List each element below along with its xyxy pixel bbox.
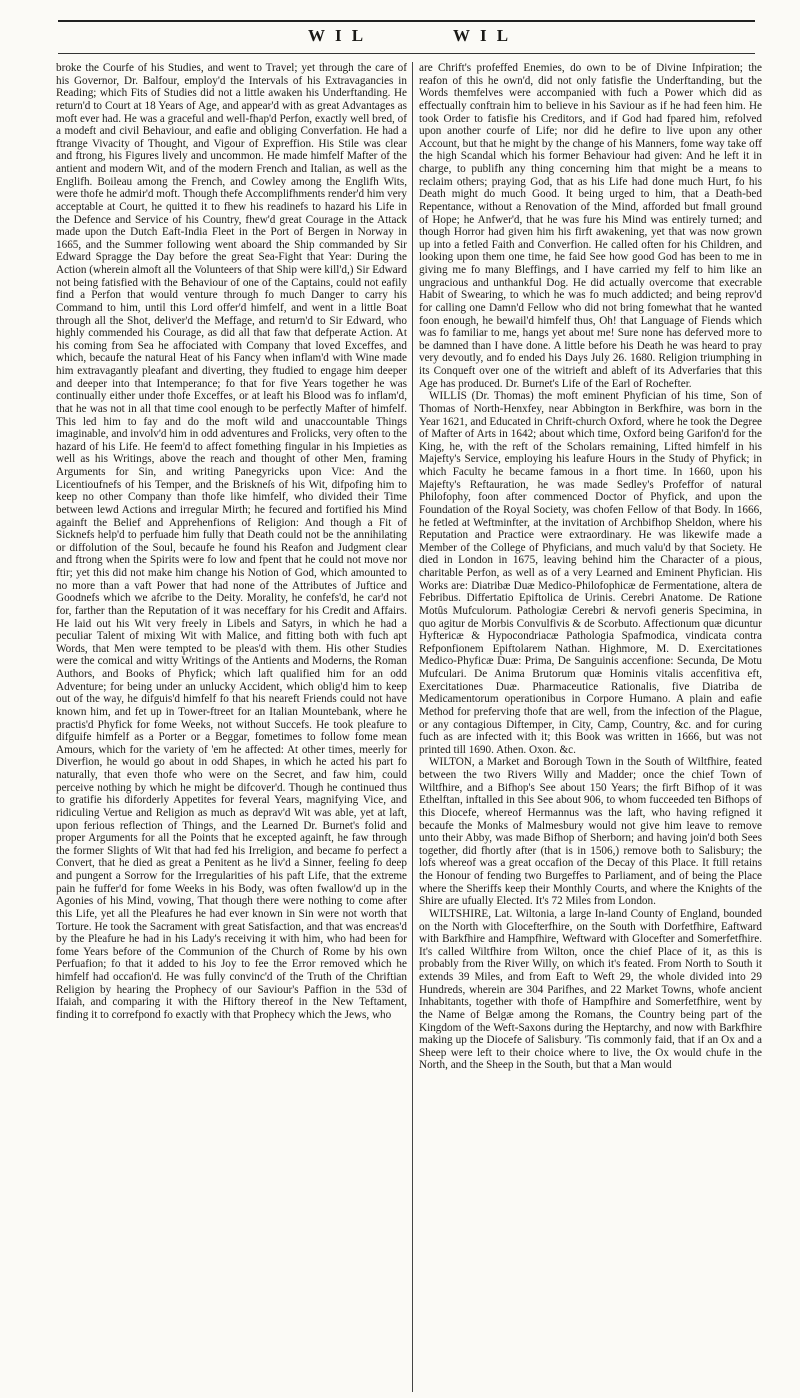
running-head-left: W I L [308, 26, 367, 45]
running-head-right: W I L [453, 26, 512, 45]
column-divider [412, 62, 413, 1392]
entry-rochester-continued: broke the Courfe of his Studies, and went to Travel; yet through the care of his Governor, Dr. Balfour, employ'd the Intervals of his Extravagancies in Reading; which Fits of Studies did not a little awaken his Underftanding. He return'd to Court at 18 Years of Age, and appear'd with as great Advantages as moft ever had. He was a graceful and well-fhap'd Perfon, exactly well bred, of a modeft and civil Behaviour, and eafie and obliging Converfation. He had a ftrange Vivacity of Thought, and Vigour of Expreffion. His Stile was clear and ftrong, his Figures lively and uncommon. He made himfelf Mafter of the antient and modern Wit, and of the modern French and Italian, as well as the Englifh. Boileau among the French, and Cowley among the Englifh Wits, were thofe he admir'd moft. Though thefe Accomplifhments render'd him very acceptable at Court, he quitted it to fhew his readinefs to hazard his Life in the Defence and Service of his Country, fhew'd great Courage in the Attack made upon the Dutch Eaft-India Fleet in the Port of Bergen in Norway in 1665, and the Summer following went aboard the Ship commanded by Sir Edward Spragge the Day before the great Sea-Fight that Year: During the Action (wherein almoft all the Volunteers of that Ship were kill'd,) Sir Edward not being fatisfied with the Behaviour of one of the Captains, could not eafily find a Perfon that would venture through fo much Danger to carry his Command to him, until this Lord offer'd himfelf, and went in a little Boat through all the Shot, deliver'd the Meffage, and return'd to Sir Edward, who highly commended his Courage, as did all that faw that defperate Action. At his coming from Sea he affociated with Company that loved Exceffes, and which, becaufe the natural Heat of his Fancy when inflam'd with Wine made him extravagantly pleafant and diverting, they ftudied to engage him deeper and deeper into that Intemperance; fo that for five Years together he was continually either under thofe Exceffes, or at leaft his Blood was fo inflam'd, that he was not in all that time cool enough to be perfectly Mafter of himfelf. This led him to fay and do the moft wild and unaccountable Things imaginable, and involv'd him in odd adventures and Frolicks, very often to the hazard of his Life. He feem'd to affect fomething fingular in his Impieties as well as his Writings, above the reach and thought of other Men, framing Arguments for Sin, and writing Panegyricks upon Vice: And the Licentioufnefs of his Temper, and the Briskneſs of his Wit, difpofing him to keep no other Company than thofe like himfelf, who divided their Time between lewd Actions and irregular Mirth; he fecured and fortified his Mind againft the Belief and Apprehenfions of Religion: And though a Fit of Sicknefs help'd to perfuade him fully that Death could not be the annihilating or diffolution of the Soul, becaufe he found his Reafon and Judgment clear and ftrong when the Spirits were fo low and fpent that he could not move nor ftir; yet this did not make him change his Notion of God, which amounted to no more than a vaft Power that had none of the Attributes of Juftice and Goodnefs which we afcribe to the Deity. Morality, he confefs'd, he car'd not for, farther than the Reputation of it was neceffary for his Credit and Affairs. He laid out his Wit very freely in Libels and Satyrs, in which he had a peculiar Talent of mixing Wit with Malice, and fitting both with fuch apt Words, that Men were tempted to be pleas'd with them. His other Studies were the comical and witty Writings of the Antients and Moderns, the Roman Authors, and Books of Phyfick; which laft qualified him for an odd Adventure; for being under an unlucky Accident, which oblig'd him to keep out of the way, he difguis'd himfelf fo that his neareft Friends could not have known him, and fet up in Tower-ftreet for an Italian Mountebank, where he practis'd Phyfick for fome Weeks, not without Succefs. He took pleafure to difguife himfelf as a Porter or a Beggar, fometimes to follow fome mean Amours, which for the variety of 'em he affected: At other times, meerly for Diverfion, he would go about in odd Shapes, in which he acted his part fo naturally, that even thofe who were on the Secret, and faw him, could perceive nothing by which he might be difcover'd. Though he continued thus to gratifie his diforderly Appetites for feveral Years, magnifying Vice, and ridiculing Vertue and Religion as much as deprav'd Wit was able, yet at laft, upon ferious reflection of Things, and the Learned Dr. Burnet's folid and proper Arguments for all the Points that he excepted againft, he faw through the former Slights of Wit that had fed his Irreligion, and became fo perfect a Convert, that he died as great a Penitent as he liv'd a Sinner, feeling fo deep and pungent a Sorrow for the Irregularities of his paft Life, that the extreme pain he fuffer'd for fome Weeks in his Body, was often fwallow'd up in the Agonies of his Mind, vowing, That though there were nothing to come after this Life, yet all the Pleafures he had ever known in Sin were not worth that Torture. He took the Sacrament with great Satisfaction, and that was encreas'd by the Pleafure he had in his Lady's receiving it with him, who had been for fome Years before of the Communion of the Church of Rome by his own Perfuafion; fo that it added to his Joy to fee the Error removed which he himfelf had occafion'd. He was fully convinc'd of the Truth of the Chriftian Religion by hearing the Prophecy of our Saviour's Paffion in the 53d of Ifaiah, and comparing it with the Hiftory thereof in the New Teftament, finding it to correfpond fo exactly with that Prophecy which the Jews, who [56, 62, 407, 1021]
left-column [56, 62, 407, 1022]
header-rule-bottom [58, 53, 755, 54]
entry-wilton: WILTON, a Market and Borough Town in the South of Wiltfhire, feated between the two Rivers Willy and Madder; once the chief Town of Wiltfhire, and a Bifhop's See about 150 Years; the firft Bifhop of it was Ethelftan, inftalled in this See about 906, to whom fucceeded ten Bifhops of this Diocefe, whereof Hermannus was the laft, who having refigned it becaufe the Monks of Malmesbury would not give him leave to remove unto their Abby, was made Bifhop of Sherborn; and having join'd both Sees together, did fhortly after (that is in 1506,) remove both to Salisbury; the lofs whereof was a great occafion of the Decay of this Place. It ftill retains the Honour of fending two Burgeffes to Parliament, and of being the Place where the Sheriffs keep their Monthly Courts, and where the Knights of the Shire are ufually Elected. It's 72 Miles from London. [419, 756, 762, 908]
entry-wiltshire: WILTSHIRE, Lat. Wiltonia, a large In-land County of England, bounded on the North with Glocefterfhire, on the South with Dorfetfhire, Eaftward with Barkfhire and Hampfhire, Weftward with Glocefter and Somerfetfhire. It's called Wiltfhire from Wilton, once the chief Place of it, as this is probably from the River Willy, on which it's feated. From North to South it extends 39 Miles, and from Eaft to Weft 29, the whole divided into 29 Hundreds, wherein are 304 Parifhes, and 22 Market Towns, whofe ancient Inhabitants, together with thofe of Hampfhire and Somerfetfhire, went by the Name of Belgæ among the Romans, the Country being part of the Kingdom of the Weft-Saxons during the Heptarchy, and now with Barkfhire making up the Diocefe of Salisbury. 'Tis commonly faid, that if an Ox and a Sheep were left to their choice where to live, the Ox would chufe in the North, and the Sheep in the South, but that a Man would [419, 907, 762, 1072]
entry-willis: WILLIS (Dr. Thomas) the moft eminent Phyfician of his time, Son of Thomas of North-Henxfey, near Abbington in Berkfhire, was born in the Year 1621, and Educated in Chrift-church Oxford, where he took the Degree of Mafter of Arts in 1642; about which time, Oxford being Garifon'd for the King, he, with the reft of the Scholars remaining, Lifted himfelf in his Majefty's Service, employing his leafure Hours in the Study of Phyfick; in which Faculty he became famous in a fhort time. In 1660, upon his Majefty's Reftauration, he was made Sedley's Profeffor of natural Philofophy, foon after commenced Doctor of Phyfick, and upon the Foundation of the Royal Society, was chofen Fellow of that Body. In 1666, he fetled at Weftminfter, at the invitation of Archbifhop Sheldon, where his Reputation and Practice were extraordinary. He was likewife made a Member of the College of Phyficians, and much valu'd by that Society. He died in London in 1675, leaving behind him the Character of a pious, charitable Perfon, as well as of a very Learned and Eminent Phyfician. His Works are: Diatribæ Duæ Medico-Philofophicæ de Fermentatione, altera de Febribus. Differtatio Epiftolica de Urinis. Cerebri Anatome. De Ratione Motûs Mufculorum. Pathologiæ Cerebri & nervofi generis Specimina, in quo agitur de Morbis Convulfivis & de Scorbuto. Affectionum quæ dicuntur Hyftericæ & Hypocondriacæ Pathologia Spafmodica, vindicata contra Refponfionem Epiftolarem Nathan. Highmore, M. D. Exercitationes Medico-Phyficæ Duæ: Prima, De Sanguinis accenfione: Secunda, De Motu Mufculari. De Anima Brutorum quæ Hominis vitalis accenfitiva eft, Exercitationes Duæ. Pharmaceutice Rationalis, five Diatriba de Medicamentorum operationibus in Corpore Humano. A plain and eafie Method for preferving thofe that are well, from the infection of the Plague, or any contagious Diftemper, in City, Camp, Country, &c. and for curing fuch as are infected with it; this Book was written in 1666, but was not printed till 1690. Athen. Oxon. &c. [419, 390, 762, 756]
entry-rochester-end: are Chrift's profeffed Enemies, do own to be of Divine Infpiration; the reafon of this he own'd, did not only fatisfie the Underftanding, but the Words themfelves were accompanied with fuch a Power which did as effectually conftrain him to believe in his Saviour as if he had feen him. He took Order to fatisfie his Creditors, and if God had fpared him, refolved upon another courfe of Life; nor did he defire to live upon any other Account, but that he might by the change of his Manners, fome way take off the high Scandal which his former Behaviour had given: And he left it in charge, to publifh any thing concerning him that might be a means to reclaim others; praying God, that as his Life had done much Hurt, fo his Death might do much Good. It being urged to him, that a Death-bed Repentance, without a Renovation of the Mind, afforded but fmall ground of Hope; he Anfwer'd, that he was fure his Mind was entirely turned; and though Horror had given him his firft awakening, yet that was now grown up into a fetled Faith and Converfion. He called often for his Children, and looking upon them one time, he faid See how good God has been to me in giving me fo many Bleffings, and I have carried my felf to him like an ungracious and unthankful Dog. He did actually overcome that execrable Habit of Swearing, to which he was fo much addicted; and being reprov'd for calling one Damn'd Fellow who did not bring fomewhat that he wanted foon enough, he bewail'd himfelf thus, Oh! that Language of Fiends which was fo familiar to me, hangs yet about me! Sure none has deferved more to be damned than I have done. A little before his Death he was heard to pray very devoutly, and fo ended his Days July 26. 1680. Religion triumphing in its Conqueft over one of the witrieft and ableft of its Adverfaries that this Age has produced. Dr. Burnet's Life of the Earl of Rochefter. [419, 62, 762, 390]
right-column [419, 62, 762, 1072]
header-rule-top [58, 20, 755, 22]
running-header [0, 20, 800, 60]
